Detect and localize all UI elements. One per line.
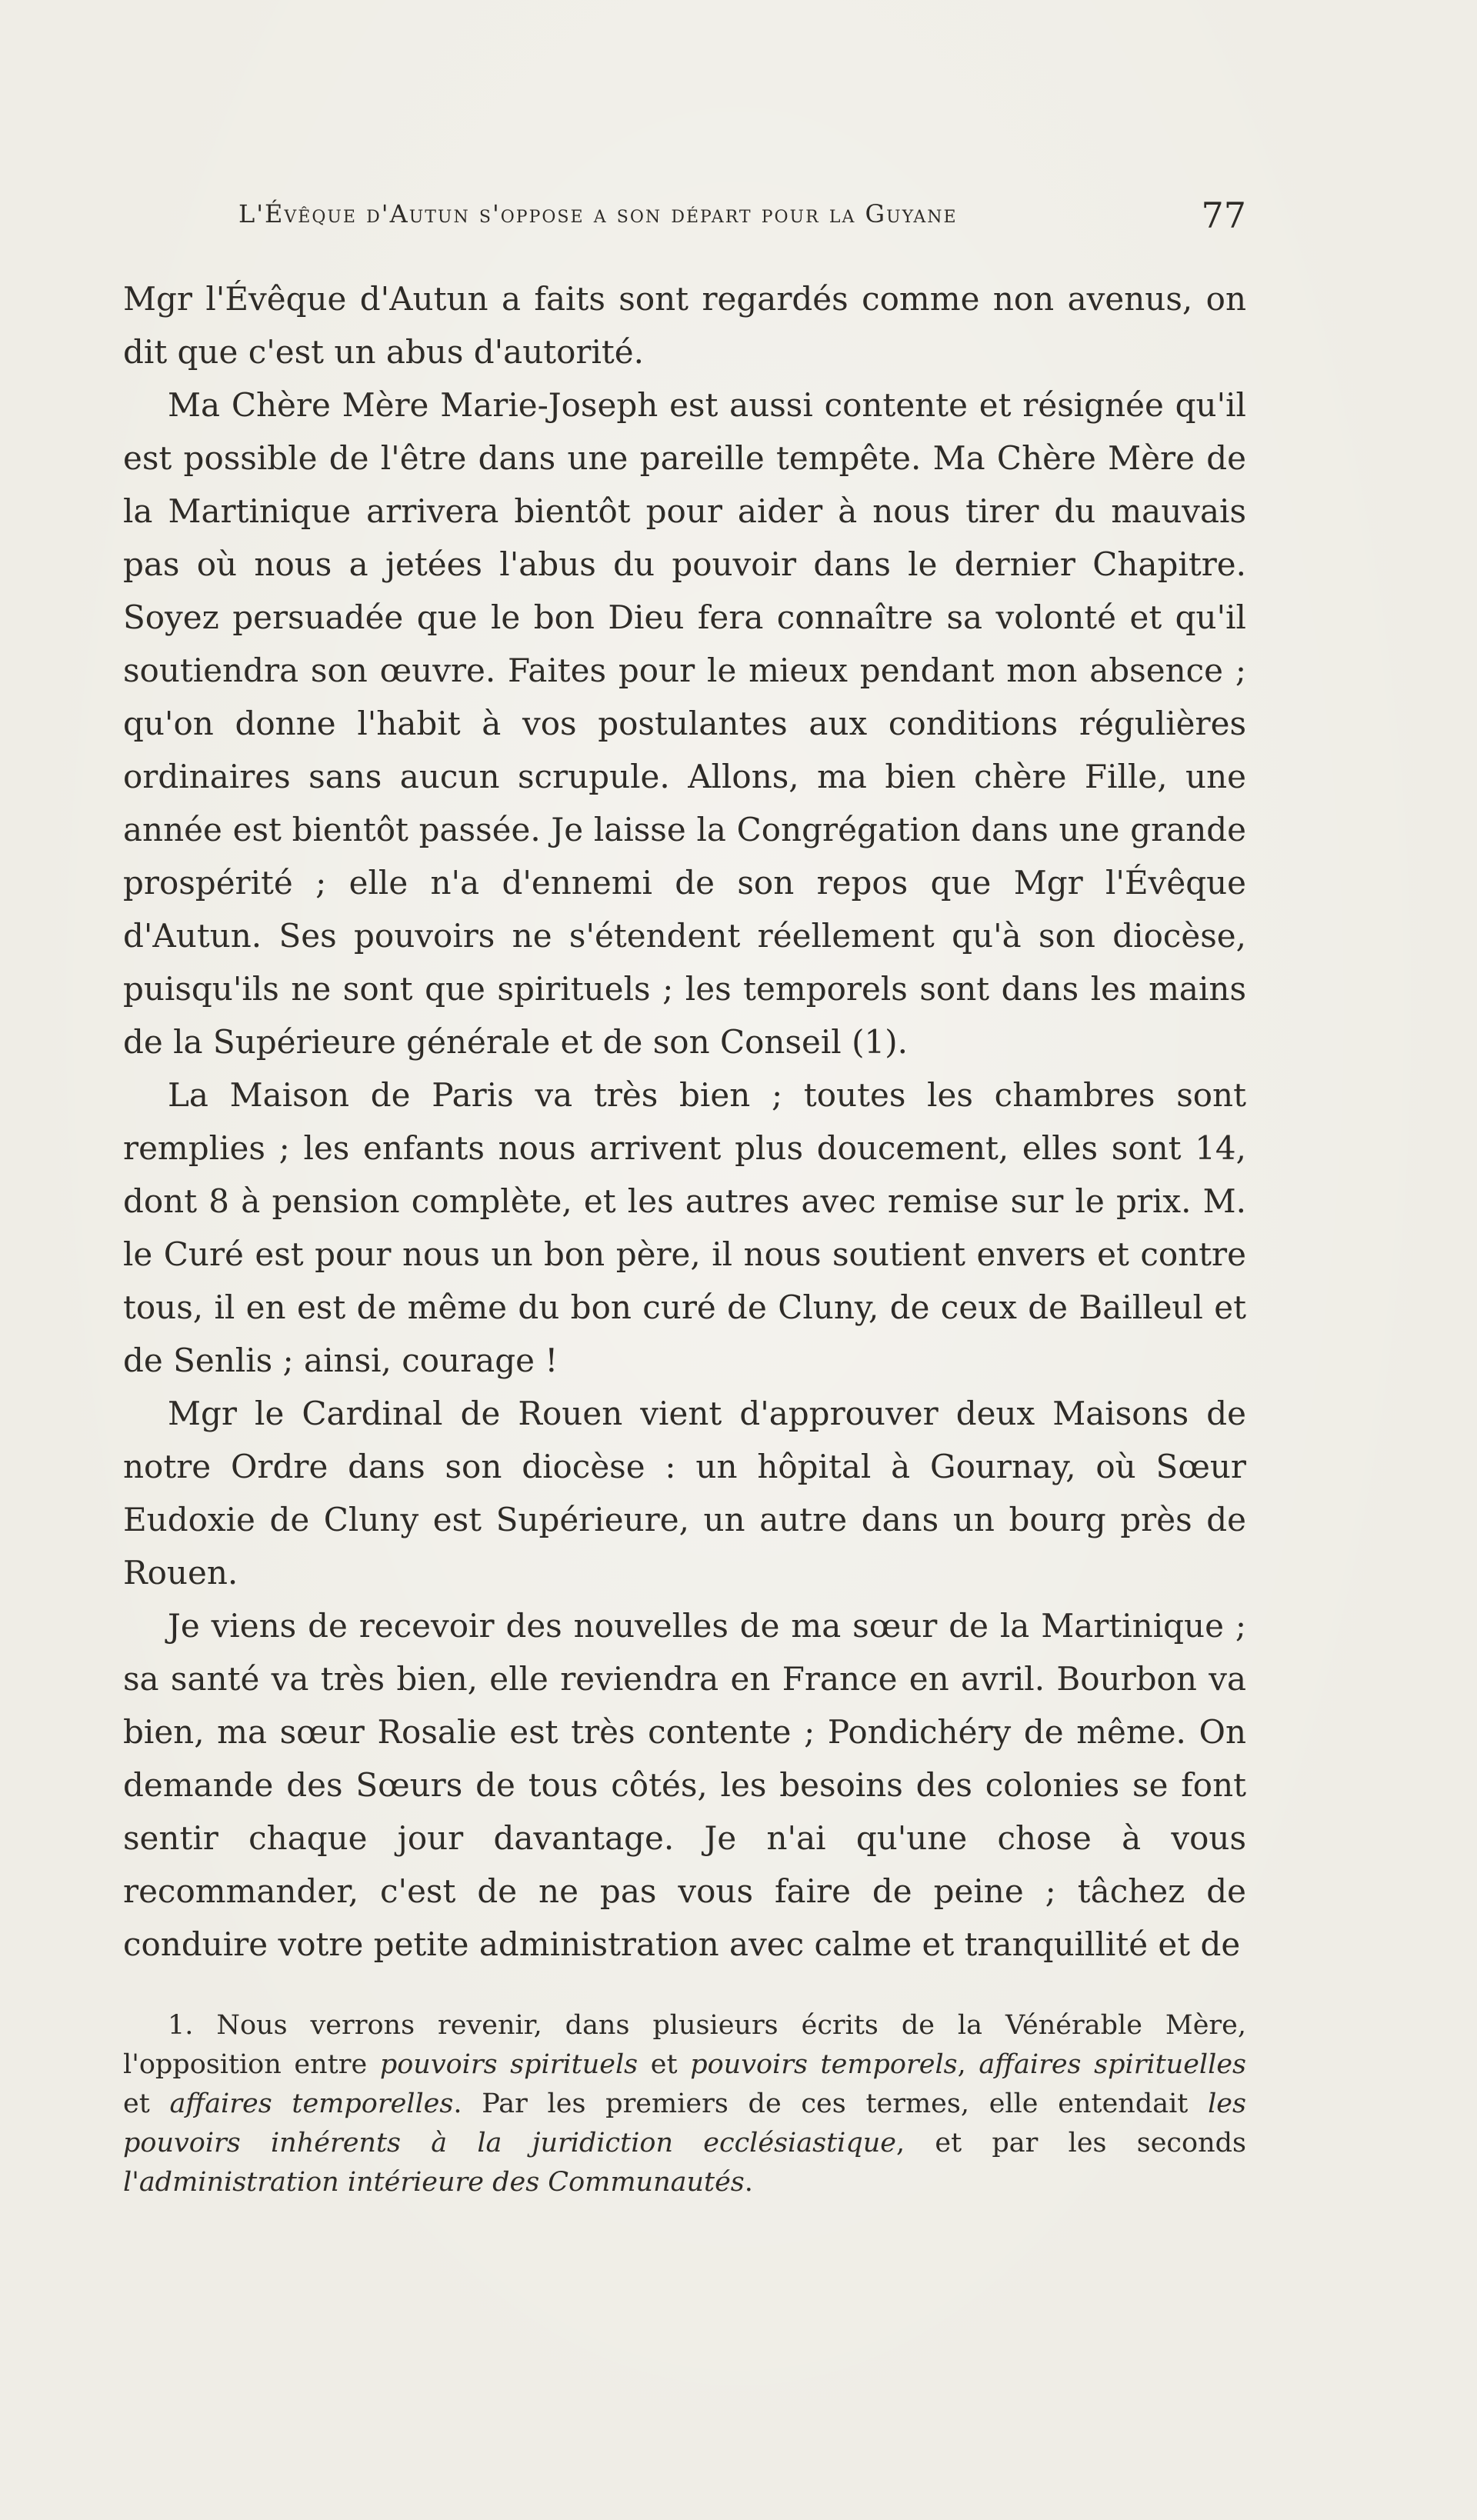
paragraph-5: Je viens de recevoir des nouvelles de ma sœur de la Martinique ; sa santé va très bien, elle reviendra en France en avril. Bourbon va bien, ma sœur Rosalie est très contente ; Pondichéry de même. On demande des Sœurs de tous côtés, les besoins des colonies se font sentir chaque jour davantage. Je n'ai qu'une chose à vous recommander, c'est de ne pas vous faire de peine ; tâchez de conduire votre petite administration avec calme et tranquillité et de xyxy=(123,1607,1246,1963)
footnote-italic: affaires temporelles xyxy=(169,2088,454,2119)
body-text xyxy=(123,272,1246,1971)
page-number: 77 xyxy=(1201,195,1246,236)
paragraph-1: Mgr l'Évêque d'Autun a faits sont regardés comme non avenus, on dit que c'est un abus d'autorité. xyxy=(123,280,1246,371)
footnote-italic: l'administration intérieure des Communautés xyxy=(123,2167,745,2198)
footnote-italic: affaires spirituelles xyxy=(979,2049,1246,2080)
footnote-italic: pouvoirs temporels xyxy=(690,2049,958,2080)
footnote-part: et xyxy=(123,2088,170,2119)
footnote-part: 1. Nous verrons revenir, dans plusieurs écrits de la Vénérable Mère, l'opposition entre xyxy=(123,2010,1246,2080)
footnote-part: . xyxy=(744,2167,753,2198)
footnote-italic: les pouvoirs inhérents à la juridiction ecclésiastique xyxy=(123,2088,1246,2158)
running-title: L'Évêque d'Autun s'oppose a son départ pour la Guyane xyxy=(238,199,958,228)
paragraph-3: La Maison de Paris va très bien ; toutes les chambres sont remplies ; les enfants nous arrivent plus doucement, elles sont 14, dont 8 à pension complète, et les autres avec remise sur le prix. M. le Curé est pour nous un bon père, il nous soutient envers et contre tous, il en est de même du bon curé de Cluny, de ceux de Bailleul et de Senlis ; ainsi, courage ! xyxy=(123,1076,1246,1379)
footnote-part: , xyxy=(957,2049,979,2080)
running-head xyxy=(123,195,1246,241)
footnote xyxy=(123,2006,1246,2202)
paragraph-2: Ma Chère Mère Marie-Joseph est aussi contente et résignée qu'il est possible de l'être dans une pareille tempête. Ma Chère Mère de la Martinique arrivera bientôt pour aider à nous tirer du mauvais pas où nous a jetées l'abus du pouvoir dans le dernier Chapitre. Soyez persuadée que le bon Dieu fera connaître sa volonté et qu'il soutiendra son œuvre. Faites pour le mieux pendant mon absence ; qu'on donne l'habit à vos postulantes aux conditions régulières ordinaires sans aucun scrupule. Allons, ma bien chère Fille, une année est bientôt passée. Je laisse la Congrégation dans une grande prospérité ; elle n'a d'ennemi de son repos que Mgr l'Évêque d'Autun. Ses pouvoirs ne s'étendent réellement qu'à son diocèse, puisqu'ils ne sont que spirituels ; les temporels sont dans les mains de la Supérieure générale et de son Conseil (1). xyxy=(123,386,1246,1061)
footnote-italic: pouvoirs spirituels xyxy=(379,2049,638,2080)
footnote-part: et xyxy=(638,2049,691,2080)
footnote-text xyxy=(123,2006,1246,2202)
paragraph-4: Mgr le Cardinal de Rouen vient d'approuver deux Maisons de notre Ordre dans son diocèse : un hôpital à Gournay, où Sœur Eudoxie de Cluny est Supérieure, un autre dans un bourg près de Rouen. xyxy=(123,1395,1246,1592)
footnote-part: , et par les seconds xyxy=(896,2128,1246,2158)
footnote-part: . Par les premiers de ces termes, elle entendait xyxy=(453,2088,1209,2119)
